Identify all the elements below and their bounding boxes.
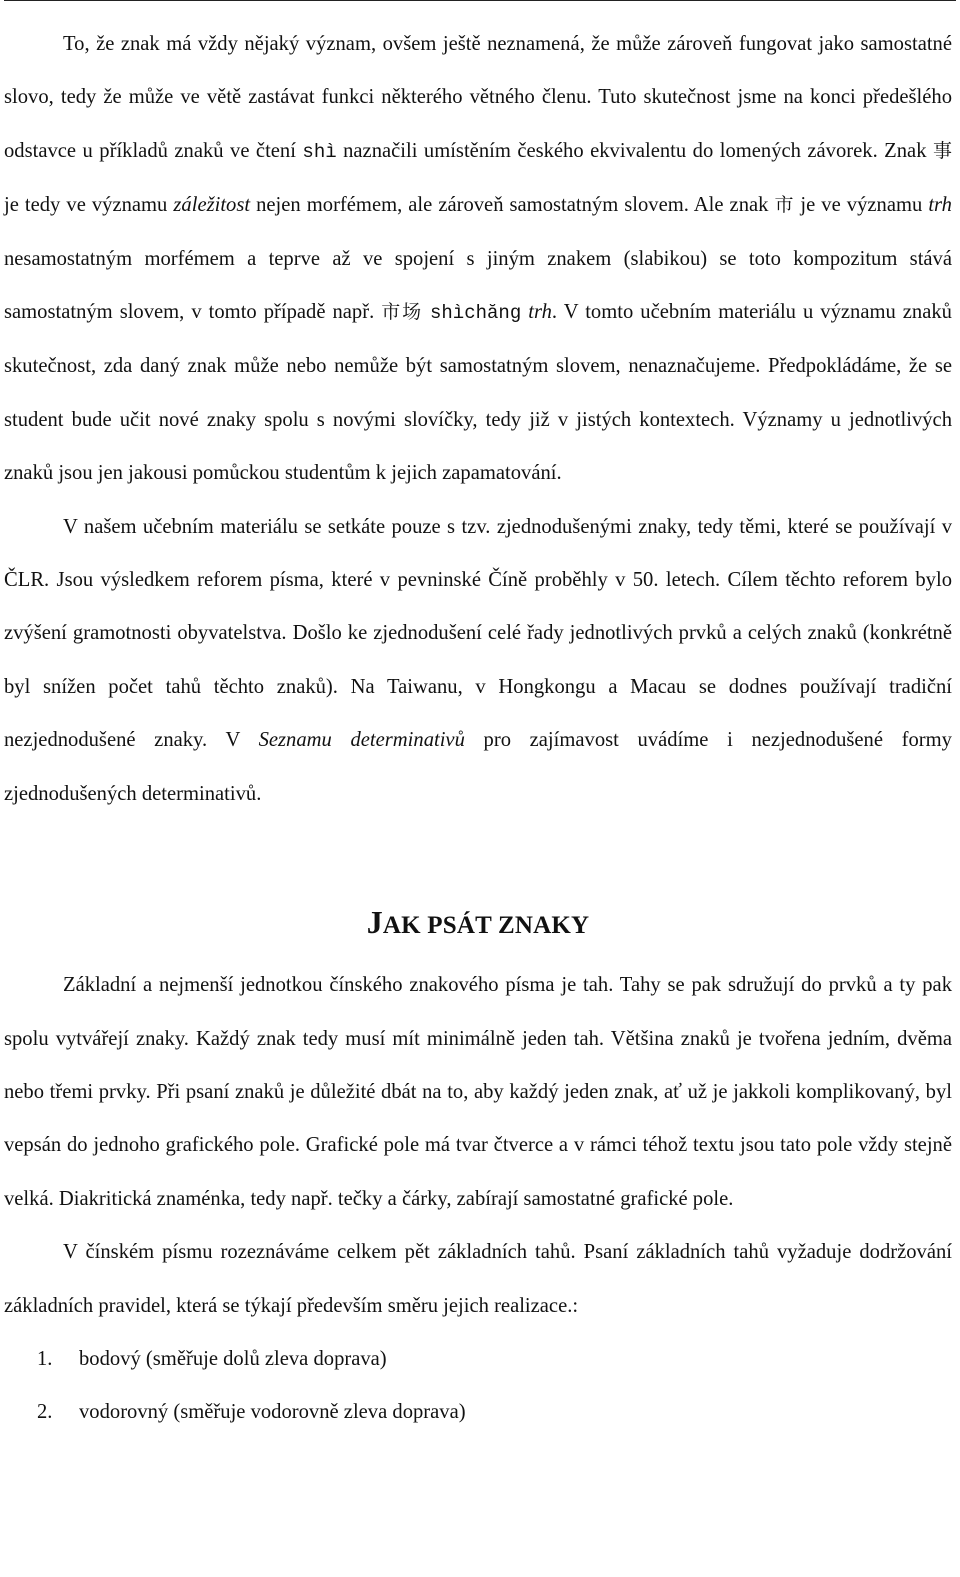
hanzi-shi-affair: 事 (932, 139, 952, 162)
text-segment: je ve významu (794, 194, 929, 217)
list-item (4, 1386, 952, 1439)
heading-rest: AK PSÁT ZNAKY (382, 912, 590, 940)
text-segment: . V tomto učebním materiálu u významu znaků skutečnost, zda daný znak může nebo nemůže být samostatným slovem, nenaznačujeme. Předpokládáme, že se student bude učit nové znaky spolu s novými slovíčky, tedy již v jistých kontextech. Významy u jednotlivých znaků jsou jen jakousi pomůckou studentům k jejich zapamatování. (4, 301, 952, 485)
italic-term-trh: trh (528, 301, 552, 324)
list-number: 1. (37, 1347, 53, 1370)
paragraph-character-meaning (4, 18, 952, 501)
text-segment: je tedy ve významu (4, 194, 174, 217)
paragraph-strokes-intro: Základní a nejmenší jednotkou čínského znakového písma je tah. Tahy se pak sdružují do prvků a ty pak spolu vytvářejí znaky. Každý znak tedy musí mít minimálně jeden tah. Většina znaků je tvořena jedním, dvěma nebo třemi prvky. Při psaní znaků je důležité dbát na to, aby každý jeden znak, ať už je jakkoli komplikovaný, byl vepsán do jednoho grafického pole. Grafické pole má tvar čtverce a v rámci téhož textu jsou tato pole vždy stejně velká. Diakritická znaménka, tedy např. tečky a čárky, zabírají samostatné grafické pole. (4, 974, 952, 1210)
text-segment: nesamostatným morfémem a teprve až ve spojení s jiným znakem (slabikou) se toto kompozitum stává samostatným slovem, v tomto případě např. (4, 247, 952, 324)
hanzi-shi-market: 市 (774, 194, 795, 217)
section-spacer (4, 821, 952, 904)
list-text: bodový (směřuje dolů zleva doprava) (79, 1347, 387, 1370)
italic-term-trh: trh (928, 194, 952, 217)
paragraph-simplified-characters (4, 501, 952, 821)
pinyin-shichang: shìchăng (430, 302, 522, 325)
stroke-list (4, 1333, 952, 1440)
text-segment: pro zajímavost uvádíme i nezjednodušené formy zjednodušených determinativů. (4, 729, 952, 805)
text-segment: V našem učebním materiálu se setkáte pouze s tzv. zjednodušenými znaky, tedy těmi, které se používají v ČLR. Jsou výsledkem reforem písma, které v pevninské Číně proběhly v 50. letech. Cílem těchto reforem bylo zvýšení gramotnosti obyvatelstva. Došlo ke zjednodušení celé řady jednotlivých prvků a celých znaků (konkrétně byl snížen počet tahů těchto znaků). Na Taiwanu, v Hongkongu a Macau se dodnes používají tradiční nezjednodušené znaky. V (4, 515, 952, 752)
list-item (4, 1333, 952, 1386)
text-segment: nejen morfémem, ale zároveň samostatným slovem. Ale znak (250, 194, 775, 217)
paragraph-basic-strokes: V čínském písmu rozeznáváme celkem pět základních tahů. Psaní základních tahů vyžaduje dodržování základních pravidel, která se týkají především směru jejich realizace.: (4, 1241, 952, 1317)
section-heading (4, 904, 952, 941)
document-page (4, 18, 952, 1440)
italic-term-zalezitost: záležitost (173, 194, 251, 217)
italic-term-seznam-determinativu: Seznamu determinativů (258, 729, 465, 752)
text-segment: naznačili umístěním českého ekvivalentu do lomených závorek. Znak (336, 139, 933, 162)
list-text: vodorovný (směřuje vodorovně zleva doprava) (79, 1401, 466, 1424)
heading-initial: J (366, 904, 383, 941)
list-number: 2. (37, 1401, 53, 1424)
text-segment: To, že znak má vždy nějaký význam, ovšem ještě neznamená, že může zároveň fungovat jako samostatné slovo, tedy že může ve větě zastávat funkci některého větného členu. Tuto skutečnost jsme na konci předešlého odstavce u příkladů znaků ve čtení (4, 33, 952, 162)
pinyin-shi: shì (302, 140, 337, 163)
top-border-line (4, 0, 956, 1)
section-spacer (4, 941, 952, 959)
hanzi-shichang: 市场 (381, 301, 423, 324)
